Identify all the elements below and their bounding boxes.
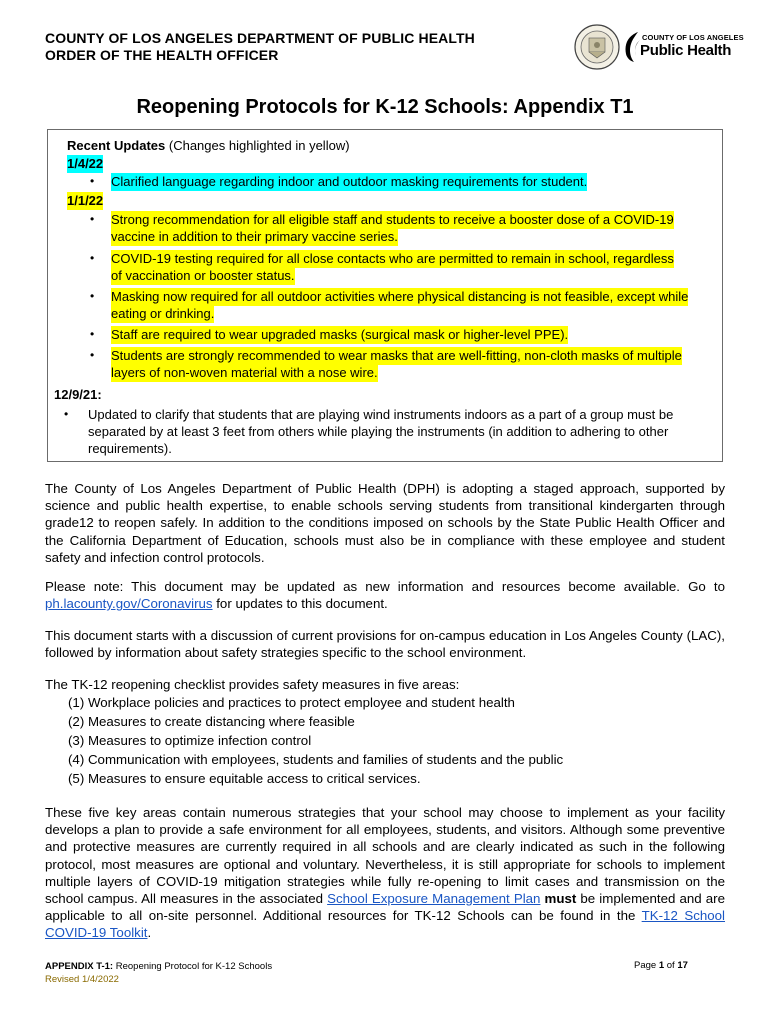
update-item: COVID-19 testing required for all close contacts who are permitted to remain in school, regardless bbox=[111, 251, 674, 266]
area-item: (5) Measures to ensure equitable access to critical services. bbox=[68, 771, 421, 786]
footer-doc-info bbox=[45, 960, 272, 986]
logo-county-text: COUNTY OF LOS ANGELES bbox=[642, 33, 744, 42]
bullet-icon: • bbox=[90, 251, 95, 265]
update-item: Masking now required for all outdoor activities where physical distancing is not feasible, except while bbox=[111, 289, 689, 304]
strategies-paragraph bbox=[45, 804, 725, 942]
update-item: Strong recommendation for all eligible staff and students to receive a booster dose of a COVID-19 bbox=[111, 212, 674, 227]
logo-public-health-text: Public Health bbox=[640, 42, 732, 59]
area-item: (3) Measures to optimize infection control bbox=[68, 733, 312, 748]
update-item-cont: layers of non-woven material with a nose wire. bbox=[111, 365, 378, 380]
update-date-1: 1/4/22 bbox=[67, 156, 104, 171]
note-text-end: for updates to this document. bbox=[212, 596, 388, 612]
bullet-icon: • bbox=[64, 407, 69, 421]
toolkit-link[interactable]: TK-12 School COVID-19 Toolkit bbox=[45, 908, 726, 941]
period: . bbox=[147, 925, 152, 941]
footer-label: APPENDIX T-1: bbox=[45, 961, 114, 972]
page-title: Reopening Protocols for K-12 Schools: Appendix T1 bbox=[136, 96, 634, 118]
coronavirus-link[interactable]: ph.lacounty.gov/Coronavirus bbox=[45, 596, 213, 612]
updates-note: (Changes highlighted in yellow) bbox=[168, 138, 350, 153]
bullet-icon: • bbox=[90, 348, 95, 362]
update-item-cont: requirements). bbox=[88, 441, 172, 456]
of-word: of bbox=[664, 960, 678, 971]
bullet-icon: • bbox=[90, 212, 95, 226]
update-item-cont: of vaccination or booster status. bbox=[111, 268, 295, 283]
strategies-text-2: be implemented and are applicable to all on-site personnel. Additional resources for TK-12 Schools can be found in the bbox=[45, 891, 725, 924]
note-paragraph bbox=[45, 578, 725, 612]
document-header bbox=[45, 30, 515, 64]
update-date-2: 1/1/22 bbox=[67, 193, 104, 208]
page-current: 1 bbox=[658, 960, 665, 971]
update-item: Clarified language regarding indoor and outdoor masking requirements for student. bbox=[111, 174, 588, 189]
updates-label: Recent Updates bbox=[67, 138, 166, 153]
public-health-logo bbox=[622, 30, 744, 66]
footer-revised: Revised 1/4/2022 bbox=[45, 974, 119, 985]
updates-heading bbox=[67, 137, 350, 155]
update-item-cont: separated by at least 3 feet from others while playing the instruments (in addition to adhering to other bbox=[88, 424, 669, 439]
page-number bbox=[634, 960, 688, 971]
footer-doc-name: Reopening Protocol for K-12 Schools bbox=[113, 961, 273, 972]
update-item: Staff are required to wear upgraded masks (surgical mask or higher-level PPE). bbox=[111, 327, 569, 342]
note-text: Please note: This document may be updated as new information and resources become available. Go to bbox=[45, 579, 725, 594]
update-item-cont: vaccine in addition to their primary vaccine series. bbox=[111, 229, 398, 244]
area-item: (1) Workplace policies and practices to protect employee and student health bbox=[68, 695, 515, 710]
strategies-text: These five key areas contain numerous strategies that your school may choose to implement as your facility develops a plan to provide a safe environment for all employees, students, and visitors. Although some preventive and protective measures are currently required in all schools and are clearly indicated as such in the following protocol, most measures are optional and voluntary. Nevertheless, it is still appropriate for schools to implement multiple layers of COVID-19 mitigation strategies while fully re-opening to limit cases and transmission on the school campus. All measures in the associated bbox=[45, 805, 725, 907]
recent-updates-box bbox=[47, 129, 723, 462]
update-item: Updated to clarify that students that are playing wind instruments indoors as a part of a group must be bbox=[88, 407, 674, 422]
update-item: Students are strongly recommended to wear masks that are well-fitting, non-cloth masks of multiple bbox=[111, 348, 682, 363]
area-item: (2) Measures to create distancing where feasible bbox=[68, 714, 355, 729]
update-item-cont: eating or drinking. bbox=[111, 306, 215, 321]
bullet-icon: • bbox=[90, 174, 95, 188]
must-emphasis: must bbox=[544, 891, 577, 907]
update-date-3: 12/9/21: bbox=[54, 387, 102, 402]
area-item: (4) Communication with employees, students and families of students and the public bbox=[68, 752, 564, 767]
bullet-icon: • bbox=[90, 289, 95, 303]
scope-paragraph: This document starts with a discussion of current provisions for on-campus education in Los Angeles County (LAC), followed by information about safety strategies specific to the school environment. bbox=[45, 628, 725, 661]
header-department: COUNTY OF LOS ANGELES DEPARTMENT OF PUBLIC HEALTH bbox=[45, 30, 475, 46]
intro-paragraph: The County of Los Angeles Department of Public Health (DPH) is adopting a staged approach, supported by science and public health expertise, to enable schools serving students from transitional kindergarten through grade12 to reopen safely. In addition to the conditions imposed on schools by the State Public Health Officer and the California Department of Education, schools must also be in compliance with these employee and student safety and infection control protocols. bbox=[45, 481, 725, 565]
header-order: ORDER OF THE HEALTH OFFICER bbox=[45, 47, 279, 63]
county-seal-icon bbox=[574, 24, 620, 70]
page-total: 17 bbox=[677, 960, 688, 971]
exposure-plan-link[interactable]: School Exposure Management Plan bbox=[327, 891, 541, 907]
page-word: Page bbox=[634, 960, 659, 971]
bullet-icon: • bbox=[90, 327, 95, 341]
areas-intro: The TK-12 reopening checklist provides safety measures in five areas: bbox=[45, 677, 460, 692]
